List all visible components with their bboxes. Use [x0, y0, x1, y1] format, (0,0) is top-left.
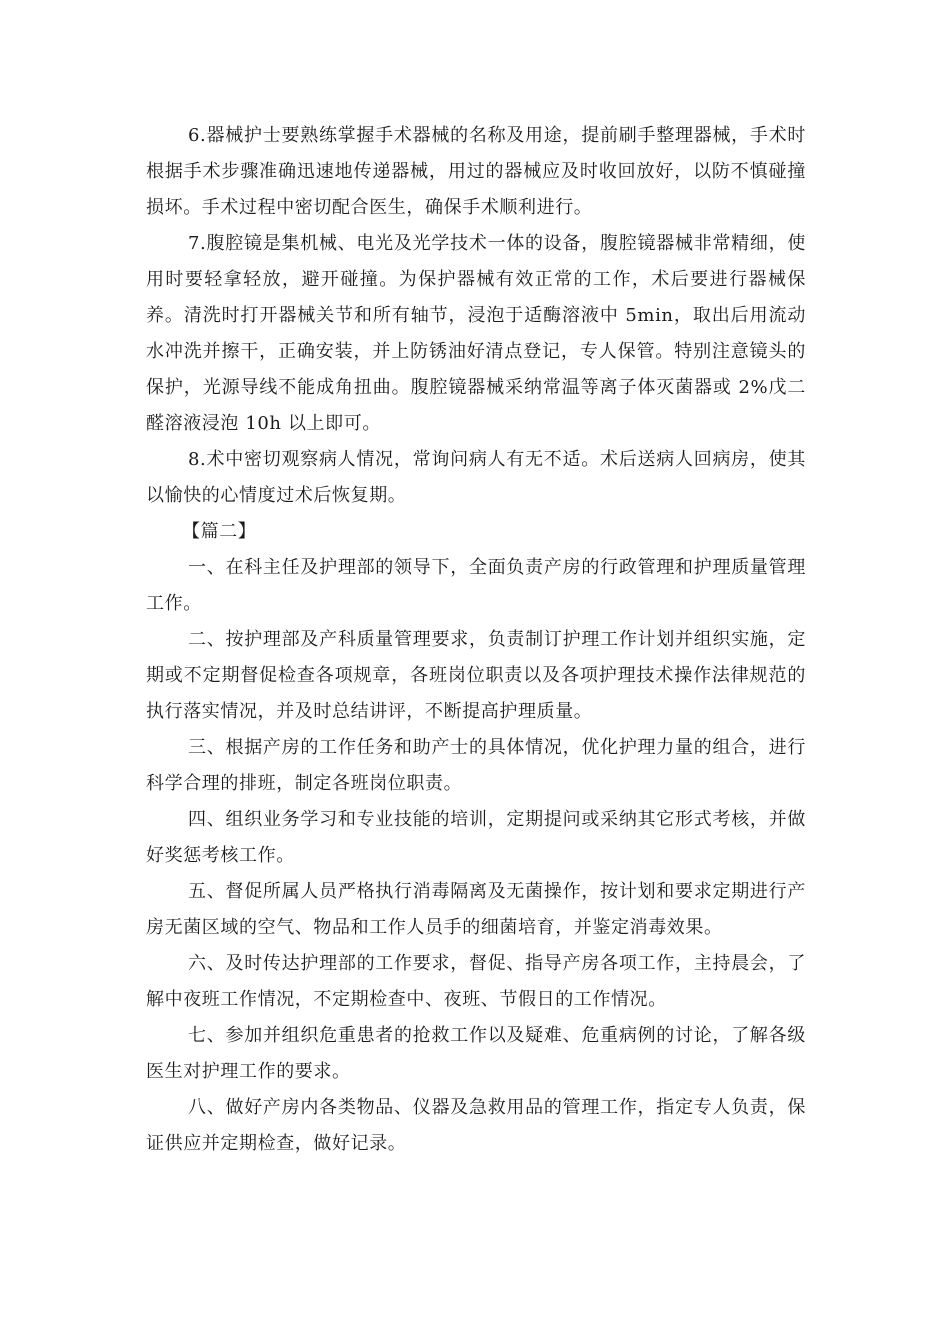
duty-item-2: 二、按护理部及产科质量管理要求，负责制订护理工作计划并组织实施，定期或不定期督促检查各项规章，各班岗位职责以及各项护理技术操作法律规范的执行落实情况，并及时总结讲评，不断提高护理质量。: [146, 629, 806, 722]
duty-item-5: 五、督促所属人员严格执行消毒隔离及无菌操作，按计划和要求定期进行产房无菌区域的空气、物品和工作人员手的细菌培育，并鉴定消毒效果。: [146, 881, 806, 938]
paragraph-item-7: 7.腹腔镜是集机械、电光及光学技术一体的设备，腹腔镜器械非常精细，使用时要轻拿轻放，避开碰撞。为保护器械有效正常的工作，术后要进行器械保养。清洗时打开器械关节和所有轴节，浸泡于适酶溶液中 5min，取出后用流动水冲洗并擦干，正确安装，并上防锈油好清点登记，专人保管。特别注意镜头的保护，光源导线不能成角扭曲。腹腔镜器械采纳常温等离子体灭菌器或 2%戊二醛溶液浸泡 10h 以上即可。: [146, 233, 806, 434]
duty-item-3: 三、根据产房的工作任务和助产士的具体情况，优化护理力量的组合，进行科学合理的排班，制定各班岗位职责。: [146, 737, 806, 794]
paragraph-item-6: 6.器械护士要熟练掌握手术器械的名称及用途，提前刷手整理器械，手术时根据手术步骤准确迅速地传递器械，用过的器械应及时收回放好，以防不慎碰撞损坏。手术过程中密切配合医生，确保手术顺利进行。: [146, 125, 806, 218]
duty-item-7: 七、参加并组织危重患者的抢救工作以及疑难、危重病例的讨论，了解各级医生对护理工作的要求。: [146, 1025, 806, 1082]
document-body: [146, 118, 806, 1162]
duty-item-4: 四、组织业务学习和专业技能的培训，定期提问或采纳其它形式考核，并做好奖惩考核工作。: [146, 809, 806, 866]
duty-item-6: 六、及时传达护理部的工作要求，督促、指导产房各项工作，主持晨会，了解中夜班工作情况，不定期检查中、夜班、节假日的工作情况。: [146, 953, 806, 1010]
duty-item-1: 一、在科主任及护理部的领导下，全面负责产房的行政管理和护理质量管理工作。: [146, 557, 806, 614]
section-heading: 【篇二】: [182, 521, 257, 542]
paragraph-item-8: 8.术中密切观察病人情况，常询问病人有无不适。术后送病人回病房，使其以愉快的心情度过术后恢复期。: [146, 449, 806, 506]
duty-item-8: 八、做好产房内各类物品、仪器及急救用品的管理工作，指定专人负责，保证供应并定期检查，做好记录。: [146, 1097, 806, 1154]
